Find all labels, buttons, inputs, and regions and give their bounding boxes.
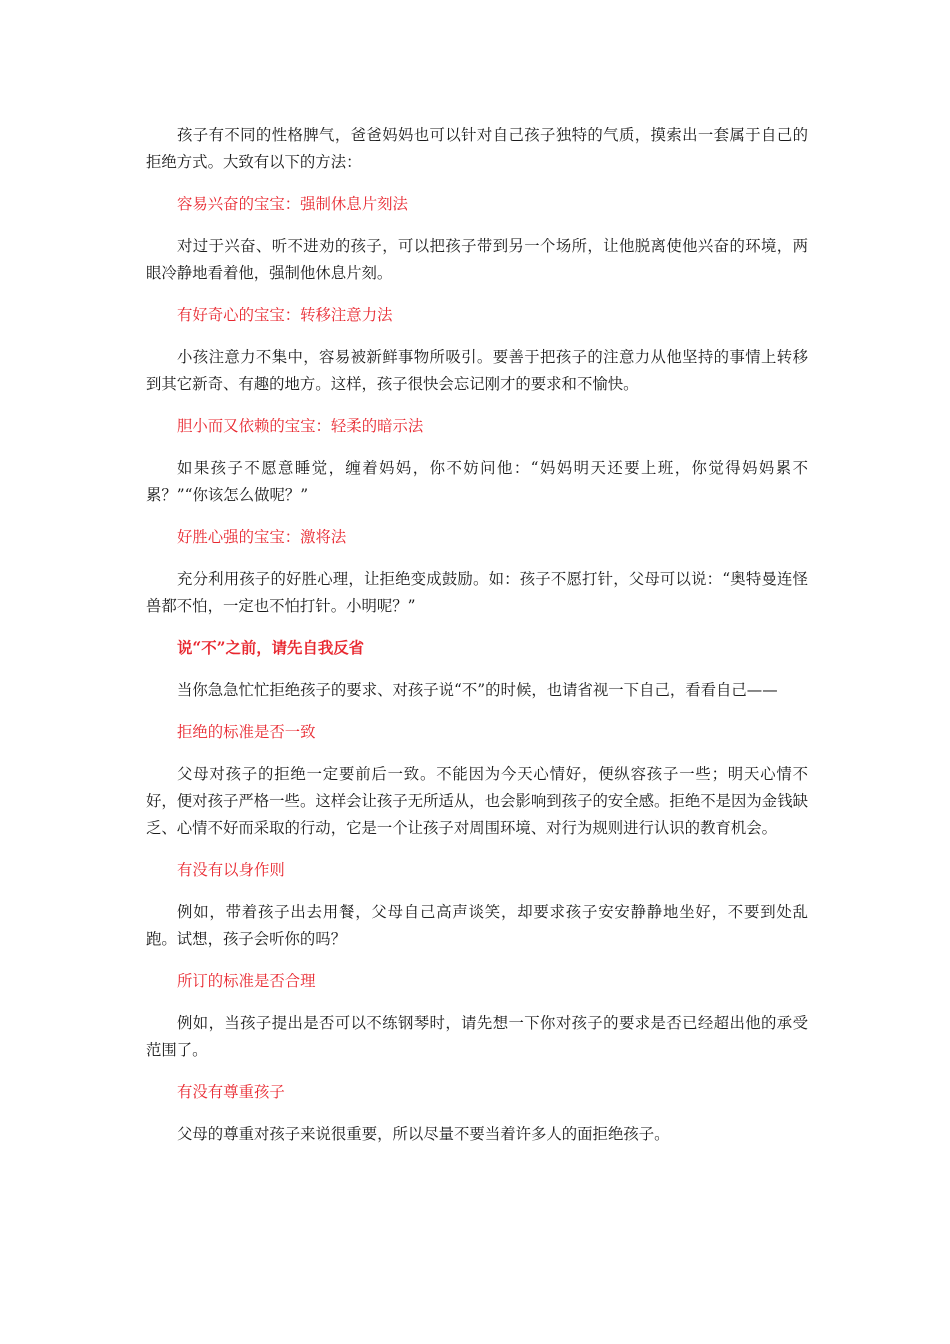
paragraph-example: 例如，带着孩子出去用餐，父母自己高声谈笑，却要求孩子安安静静地坐好，不要到处乱跑。试想，孩子会听你的吗？ [146,903,808,948]
paragraph-competitive: 充分利用孩子的好胜心理，让拒绝变成鼓励。如：孩子不愿打针，父母可以说：“奥特曼连怪兽都不怕，一定也不怕打针。小明呢？” [146,570,808,615]
paragraph-curious: 小孩注意力不集中，容易被新鲜事物所吸引。要善于把孩子的注意力从他坚持的事情上转移到其它新奇、有趣的地方。这样，孩子很快会忘记刚才的要求和不愉快。 [146,348,808,393]
section-heading-example: 有没有以身作则 [177,861,285,879]
main-heading-self-reflection: 说“不”之前，请先自我反省 [177,639,365,657]
section-heading-consistency: 拒绝的标准是否一致 [177,723,316,741]
paragraph-excitable: 对过于兴奋、听不进劝的孩子，可以把孩子带到另一个场所，让他脱离使他兴奋的环境，两眼冷静地看着他，强制他休息片刻。 [146,237,808,282]
section-heading-reasonable: 所订的标准是否合理 [177,972,316,990]
section-heading-curious: 有好奇心的宝宝：转移注意力法 [177,306,393,324]
paragraph-respect: 父母的尊重对孩子来说很重要，所以尽量不要当着许多人的面拒绝孩子。 [177,1125,670,1143]
section-heading-timid: 胆小而又依赖的宝宝：轻柔的暗示法 [177,417,424,435]
section-heading-respect: 有没有尊重孩子 [177,1083,285,1101]
paragraph-timid: 如果孩子不愿意睡觉，缠着妈妈，你不妨问他：“妈妈明天还要上班，你觉得妈妈累不累？”“你该怎么做呢？” [146,459,808,504]
section-heading-competitive: 好胜心强的宝宝：激将法 [177,528,347,546]
paragraph-self-reflection: 当你急急忙忙拒绝孩子的要求、对孩子说“不”的时候，也请省视一下自己，看看自己—— [177,681,778,699]
paragraph-reasonable: 例如，当孩子提出是否可以不练钢琴时，请先想一下你对孩子的要求是否已经超出他的承受范围了。 [146,1014,808,1059]
document-body [146,122,808,1163]
intro-paragraph: 孩子有不同的性格脾气，爸爸妈妈也可以针对自己孩子独特的气质，摸索出一套属于自己的拒绝方式。大致有以下的方法： [146,126,808,171]
paragraph-consistency: 父母对孩子的拒绝一定要前后一致。不能因为今天心情好，便纵容孩子一些；明天心情不好，便对孩子严格一些。这样会让孩子无所适从，也会影响到孩子的安全感。拒绝不是因为金钱缺乏、心情不好而采取的行动，它是一个让孩子对周围环境、对行为规则进行认识的教育机会。 [146,765,808,837]
section-heading-excitable: 容易兴奋的宝宝：强制休息片刻法 [177,195,408,213]
